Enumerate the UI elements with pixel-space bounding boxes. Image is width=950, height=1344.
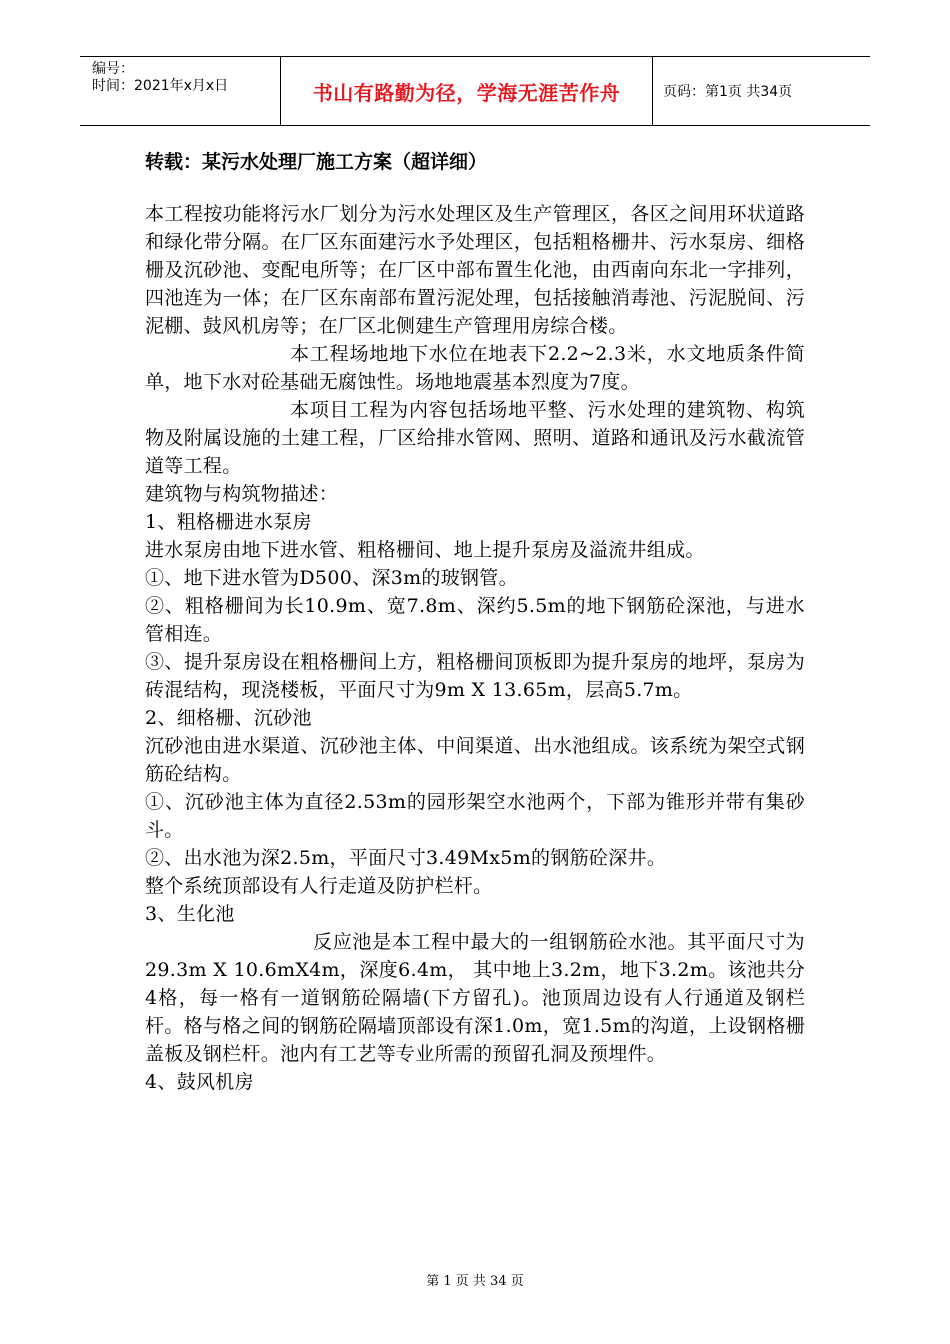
paragraph-walkway: 整个系统顶部设有人行走道及防护栏杆。 <box>145 875 493 897</box>
document-title: 转载：某污水处理厂施工方案（超详细） <box>145 151 488 173</box>
paragraph-reactor: 反应池是本工程中最大的一组钢筋砼水池。其平面尺寸为29.3m X 10.6mX4m，深度6.4m， 其中地上3.2m，地下3.2m。该池共分4格，每一格有一道钢筋砼隔墙(下方留孔)。池顶周边设有人行通道及钢栏杆。格与格之间的钢筋砼隔墙顶部设有深1.0m，宽1.5m的沟道，上设钢格栅盖板及钢栏杆。池内有工艺等专业所需的预留孔洞及预埋件。 <box>145 931 805 1065</box>
paragraph-structures-heading: 建筑物与构筑物描述： <box>145 483 339 505</box>
section-heading-1: 1、粗格栅进水泵房 <box>145 511 312 533</box>
header-motto: 书山有路勤为径，学海无涯苦作舟 <box>281 57 653 125</box>
list-item-2-1: ①、沉砂池主体为直径2.53m的园形架空水池两个，下部为锥形并带有集砂斗。 <box>145 791 805 841</box>
list-item-1-1: ①、地下进水管为D500、深3m的玻钢管。 <box>145 567 518 589</box>
paragraph-pump-house: 进水泵房由地下进水管、粗格栅间、地上提升泵房及溢流井组成。 <box>145 539 705 561</box>
section-heading-4: 4、鼓风机房 <box>145 1071 254 1093</box>
page-footer: 第 1 页 共 34 页 <box>426 1274 524 1289</box>
list-item-2-2: ②、出水池为深2.5m，平面尺寸3.49Mx5m的钢筋砼深井。 <box>145 847 667 869</box>
number-label: 编号： <box>92 61 134 77</box>
document-body <box>145 150 805 1096</box>
list-item-1-2: ②、粗格栅间为长10.9m、宽7.8m、深约5.5m的地下钢筋砼深池，与进水管相连。 <box>145 595 805 645</box>
paragraph-groundwater: 本工程场地地下水位在地表下2.2~2.3米，水文地质条件简单，地下水对砼基础无腐蚀性。场地地震基本烈度为7度。 <box>145 343 805 393</box>
section-heading-2: 2、细格栅、沉砂池 <box>145 707 312 729</box>
list-item-1-3: ③、提升泵房设在粗格栅间上方，粗格栅间顶板即为提升泵房的地坪，泵房为砖混结构，现浇楼板，平面尺寸为9m X 13.65m，层高5.7m。 <box>145 651 805 701</box>
paragraph-overview: 本工程按功能将污水厂划分为污水处理区及生产管理区，各区之间用环状道路和绿化带分隔。在厂区东面建污水予处理区，包括粗格栅井、污水泵房、细格栅及沉砂池、变配电所等；在厂区中部布置生化池，由西南向东北一字排列，四池连为一体；在厂区东南部布置污泥处理，包括接触消毒池、污泥脱间、污泥棚、鼓风机房等；在厂区北侧建生产管理用房综合楼。 <box>145 203 805 337</box>
header-meta <box>80 57 281 125</box>
paragraph-grit-chamber: 沉砂池由进水渠道、沉砂池主体、中间渠道、出水池组成。该系统为架空式钢筋砼结构。 <box>145 735 805 785</box>
section-heading-3: 3、生化池 <box>145 903 235 925</box>
header-page-info: 页码：第1页 共34页 <box>663 84 793 100</box>
paragraph-scope: 本项目工程为内容包括场地平整、污水处理的建筑物、构筑物及附属设施的土建工程，厂区给排水管网、照明、道路和通讯及污水截流管道等工程。 <box>145 399 805 477</box>
time-label: 时间：2021年x月x日 <box>92 78 229 94</box>
page-header <box>80 56 870 126</box>
